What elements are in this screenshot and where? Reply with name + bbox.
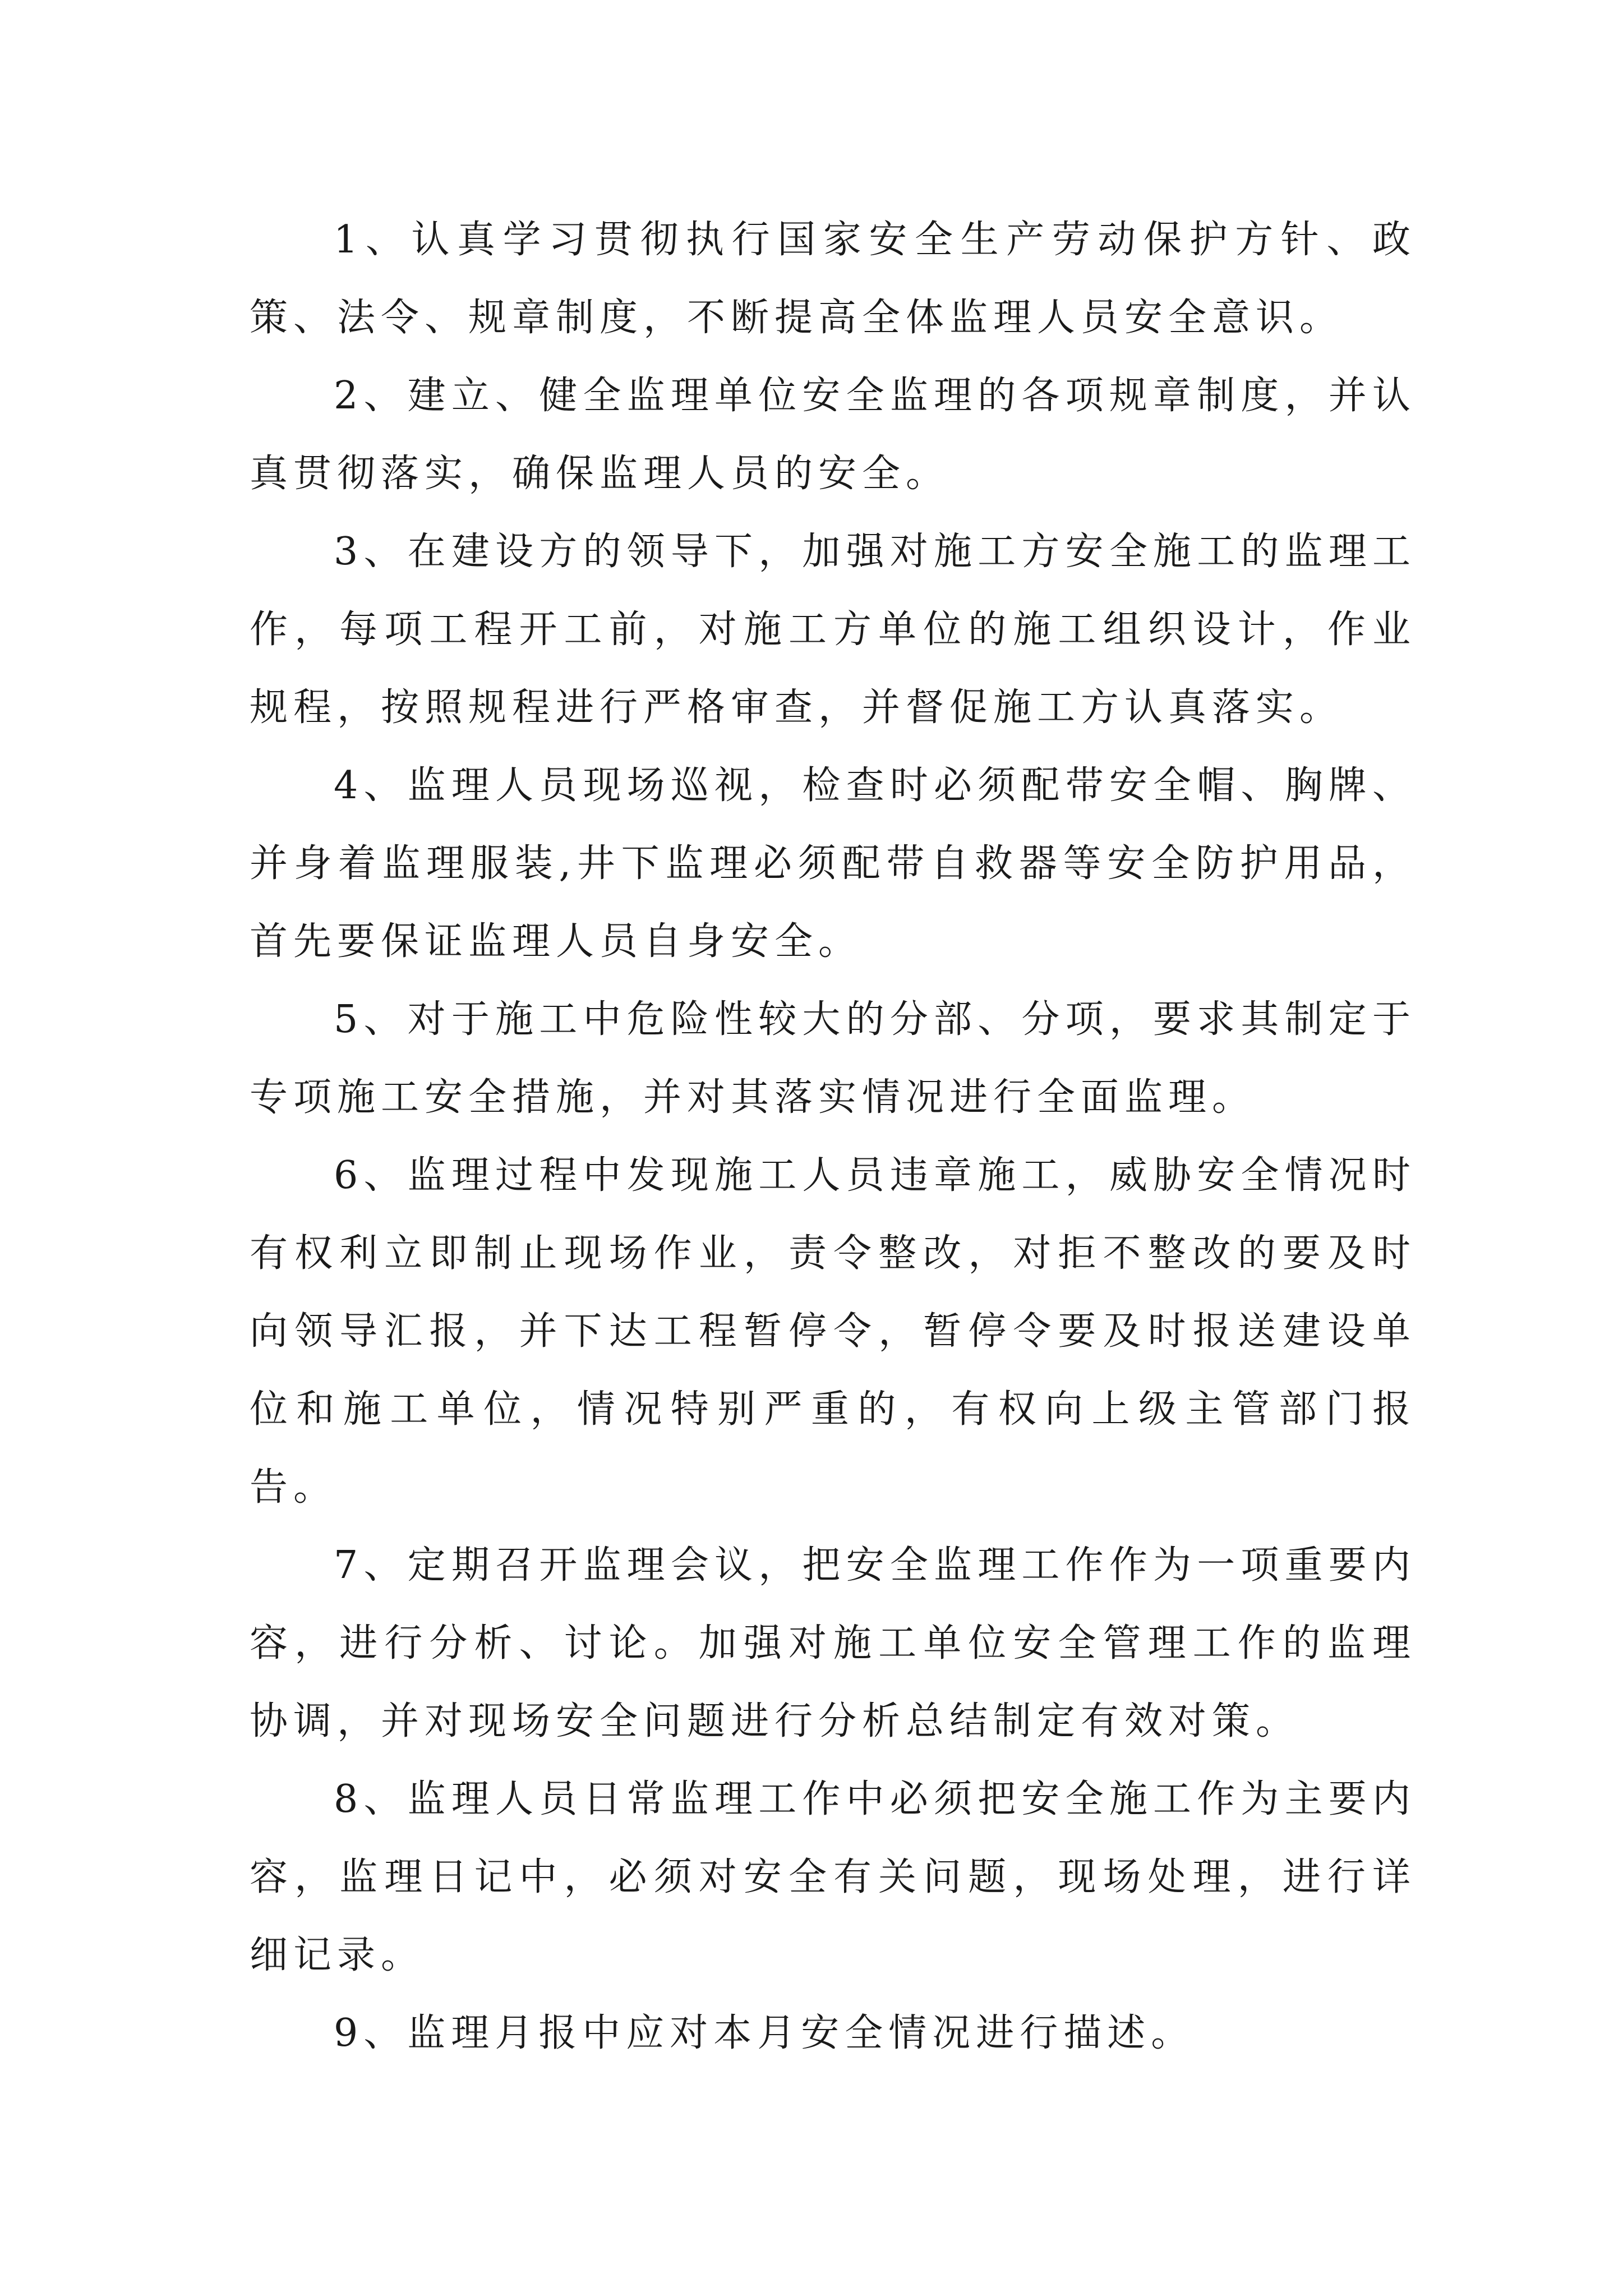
paragraph-3: 3、在建设方的领导下，加强对施工方安全施工的监理工作，每项工程开工前，对施工方单位的施工组织设计，作业规程，按照规程进行严格审查，并督促施工方认真落实。 <box>250 530 1416 730</box>
paragraph-6: 6、监理过程中发现施工人员违章施工，威胁安全情况时有权利立即制止现场作业，责令整改，对拒不整改的要及时向领导汇报，并下达工程暂停令，暂停令要及时报送建设单位和施工单位，情况特别严重的，有权向上级主管部门报告。 <box>250 1153 1416 1510</box>
document-body <box>250 201 1416 2072</box>
paragraph-7: 7、定期召开监理会议，把安全监理工作作为一项重要内容，进行分析、讨论。加强对施工单位安全管理工作的监理协调，并对现场安全问题进行分析总结制定有效对策。 <box>250 1543 1416 1743</box>
paragraph-1: 1、认真学习贯彻执行国家安全生产劳动保护方针、政策、法令、规章制度，不断提高全体监理人员安全意识。 <box>250 218 1416 340</box>
paragraph-2: 2、建立、健全监理单位安全监理的各项规章制度，并认真贯彻落实，确保监理人员的安全。 <box>250 374 1416 496</box>
paragraph-9: 9、监理月报中应对本月安全情况进行描述。 <box>334 2011 1195 2055</box>
paragraph-4: 4、监理人员现场巡视，检查时必须配带安全帽、胸牌、并身着监理服装,井下监理必须配带自救器等安全防护用品，首先要保证监理人员自身安全。 <box>250 763 1416 964</box>
paragraph-8: 8、监理人员日常监理工作中必须把安全施工作为主要内容，监理日记中，必须对安全有关问题，现场处理，进行详细记录。 <box>250 1777 1416 1977</box>
paragraph-5: 5、对于施工中危险性较大的分部、分项，要求其制定于专项施工安全措施，并对其落实情况进行全面监理。 <box>250 997 1416 1120</box>
